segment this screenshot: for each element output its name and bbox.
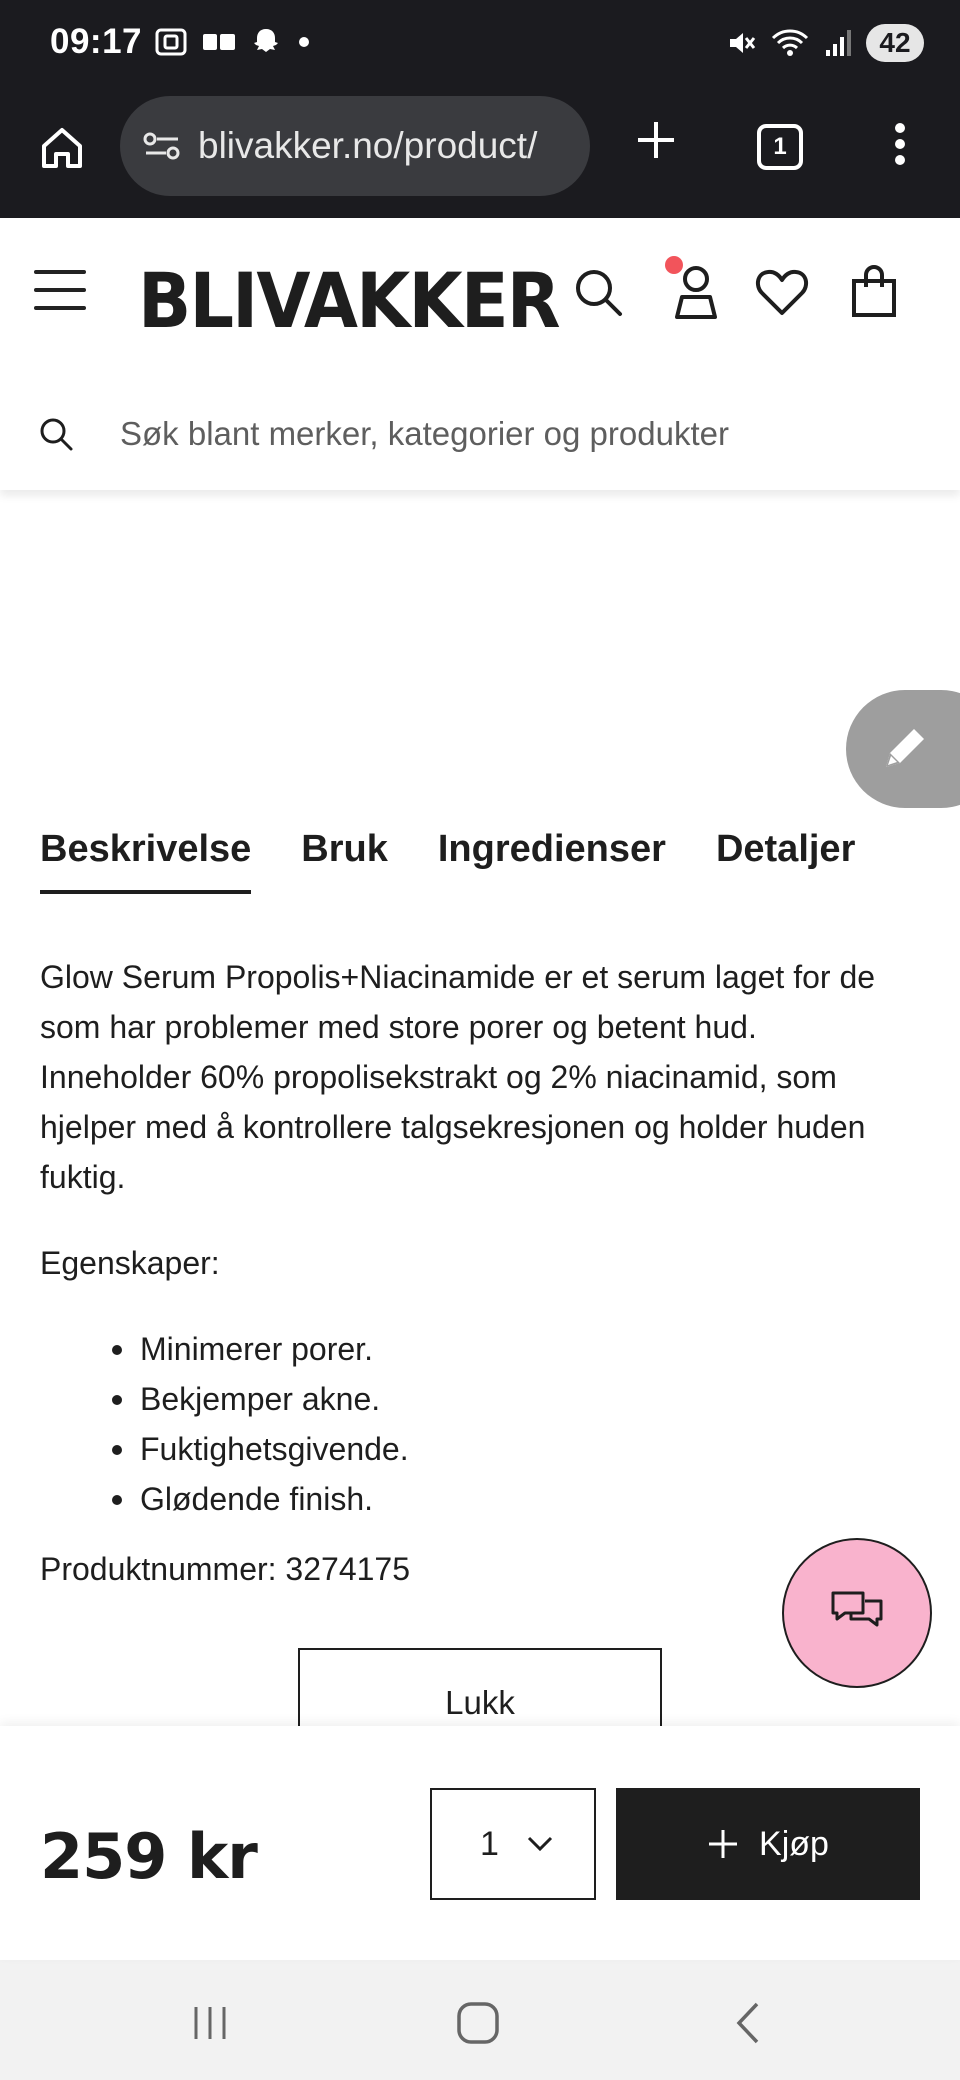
system-nav-bar [0, 1960, 960, 2080]
notification-dot [665, 256, 683, 274]
description-panel [40, 952, 910, 1630]
plus-icon [707, 1828, 739, 1860]
signal-icon [824, 28, 852, 58]
buy-button[interactable] [616, 1788, 920, 1900]
dot-icon [296, 34, 312, 50]
plus-icon [634, 118, 678, 162]
browser-menu-button[interactable] [880, 112, 920, 176]
tab-beskrivelse[interactable]: Beskrivelse [40, 828, 251, 888]
features-list [40, 1324, 910, 1524]
heart-icon [755, 267, 809, 317]
features-heading: Egenskaper: [40, 1245, 220, 1281]
search-icon [38, 416, 74, 452]
status-time: 09:17 [50, 22, 143, 61]
close-button[interactable]: Lukk [298, 1648, 662, 1758]
cart-button[interactable] [846, 262, 902, 322]
tab-switcher-button[interactable]: 1 [757, 124, 803, 170]
back-icon [733, 2001, 763, 2045]
status-icons-right [726, 24, 924, 62]
tab-bruk[interactable]: Bruk [301, 828, 388, 870]
search-icon [572, 266, 624, 318]
hamburger-line [34, 306, 86, 310]
feature-item: Glødende finish. [40, 1474, 910, 1524]
recent-apps-button[interactable] [180, 1998, 240, 2048]
home-button[interactable] [448, 1998, 508, 2048]
site-logo[interactable]: BLIVAKKER [138, 256, 559, 345]
feature-item: Minimerer porer. [40, 1324, 910, 1374]
address-bar[interactable] [120, 96, 590, 196]
feature-item: Fuktighetsgivende. [40, 1424, 910, 1474]
snapchat-icon [250, 26, 282, 58]
chat-icon [827, 1587, 887, 1639]
recents-icon [190, 2003, 230, 2043]
browser-home-button[interactable] [30, 116, 94, 180]
more-vert-icon [894, 122, 906, 166]
status-bar [0, 0, 960, 92]
wishlist-button[interactable] [754, 262, 810, 322]
hamburger-line [34, 270, 86, 274]
product-number: Produktnummer: 3274175 [40, 1551, 410, 1587]
edit-button[interactable] [846, 690, 960, 808]
home-circle-icon [456, 2001, 500, 2045]
feature-item: Bekjemper akne. [40, 1374, 910, 1424]
search-button[interactable] [570, 262, 626, 322]
status-icons-left [154, 26, 312, 58]
product-price: 259 kr [40, 1820, 257, 1893]
home-icon [38, 124, 86, 172]
menu-button[interactable] [34, 268, 88, 312]
new-tab-button[interactable] [628, 112, 684, 168]
media-icon [202, 31, 236, 53]
search-bar [0, 378, 960, 490]
tab-detaljer[interactable]: Detaljer [715, 828, 856, 870]
product-tabs [40, 828, 855, 888]
screenshot-icon [154, 27, 188, 57]
tab-ingredienser[interactable]: Ingredienser [437, 828, 666, 870]
pencil-icon [876, 721, 932, 777]
bag-icon [850, 265, 898, 319]
wifi-icon [770, 27, 810, 59]
back-button[interactable] [718, 1998, 778, 2048]
browser-toolbar [0, 92, 960, 218]
site-settings-icon[interactable] [142, 130, 182, 162]
chevron-down-icon [527, 1836, 553, 1852]
url-text[interactable]: blivakker.no/product/ [198, 125, 538, 166]
site-header [0, 218, 960, 490]
hamburger-line [34, 288, 86, 292]
description-text: Glow Serum Propolis+Niacinamide er et serum laget for de som har problemer med store porer og betent hud. Inneholder 60% propolisekstrakt og 2% niacinamid, som hjelper med å kontrollere talgsekresjonen og holder huden fuktig. [40, 959, 876, 1195]
search-input[interactable] [120, 408, 920, 460]
quantity-value: 1 [480, 1824, 499, 1863]
buy-label: Kjøp [759, 1824, 829, 1863]
purchase-bar [0, 1726, 960, 1960]
chat-button[interactable] [782, 1538, 932, 1688]
mute-icon [726, 28, 756, 58]
battery-indicator: 42 [866, 24, 924, 62]
quantity-select[interactable] [430, 1788, 596, 1900]
